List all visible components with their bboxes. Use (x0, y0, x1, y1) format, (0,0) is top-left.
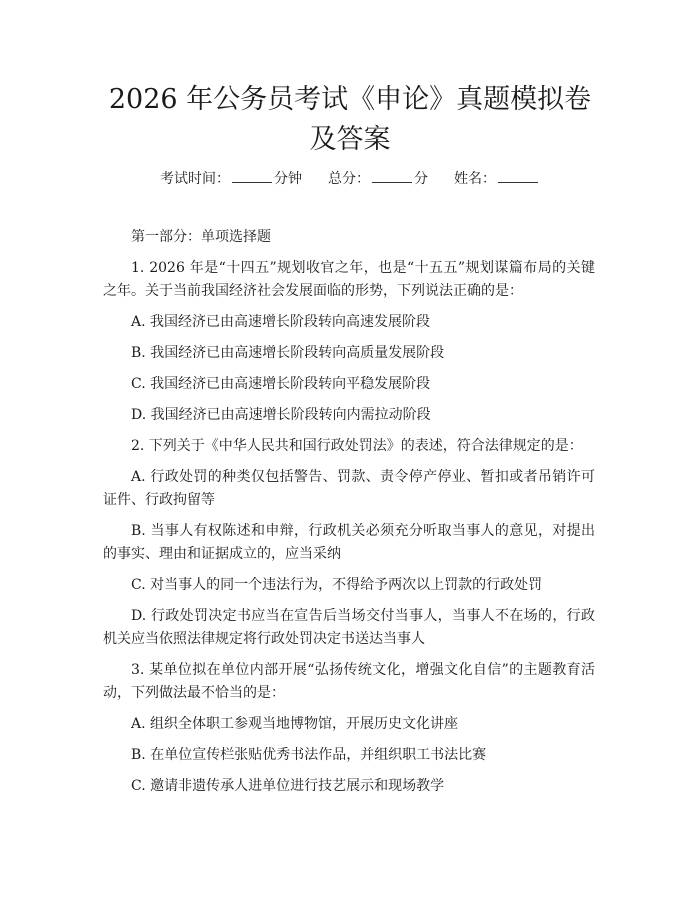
question-1-stem: 1. 2026 年是“十四五”规划收官之年，也是“十五五”规划谋篇布局的关键之年。关于当前我国经济社会发展面临的形势，下列说法正确的是： (103, 260, 595, 299)
question-3-stem: 3. 某单位拟在单位内部开展“弘扬传统文化，增强文化自信”的主题教育活动，下列做法最不恰当的是： (103, 662, 595, 701)
question-3-option-a: A. 组织全体职工参观当地博物馆，开展历史文化讲座 (131, 716, 459, 732)
exam-content (103, 226, 595, 806)
question-3-option-c: C. 邀请非遗传承人进单位进行技艺展示和现场教学 (131, 778, 445, 794)
exam-meta (0, 168, 700, 189)
exam-time-unit: 分钟 (274, 171, 302, 187)
question-2-option-b: B. 当事人有权陈述和申辩，行政机关必须充分听取当事人的意见，对提出的事实、理由和证据成立的，应当采纳 (103, 523, 595, 562)
question-2-option-c: C. 对当事人的同一个违法行为，不得给予两次以上罚款的行政处罚 (131, 577, 543, 593)
exam-time-blank (232, 168, 272, 183)
question-3-option-b: B. 在单位宣传栏张贴优秀书法作品，并组织职工书法比赛 (131, 747, 487, 763)
question-1-option-c: C. 我国经济已由高速增长阶段转向平稳发展阶段 (131, 376, 431, 392)
exam-time-label: 考试时间： (160, 171, 230, 187)
question-2-option-d: D. 行政处罚决定书应当在宣告后当场交付当事人，当事人不在场的，行政机关应当依照法律规定将行政处罚决定书送达当事人 (103, 608, 595, 647)
section-heading: 第一部分：单项选择题 (131, 229, 271, 245)
total-score-label: 总分： (328, 171, 370, 187)
question-1-option-b: B. 我国经济已由高速增长阶段转向高质量发展阶段 (131, 345, 445, 361)
question-1-option-d: D. 我国经济已由高速增长阶段转向内需拉动阶段 (131, 407, 431, 423)
name-blank (498, 168, 538, 183)
name-label: 姓名： (454, 171, 496, 187)
total-score-blank (372, 168, 412, 183)
question-2-option-a: A. 行政处罚的种类仅包括警告、罚款、责令停产停业、暂扣或者吊销许可证件、行政拘留等 (103, 469, 595, 508)
page-title: 2026 年公务员考试《申论》真题模拟卷及答案 (108, 84, 592, 155)
total-score-unit: 分 (414, 171, 428, 187)
question-1-option-a: A. 我国经济已由高速增长阶段转向高速发展阶段 (131, 314, 431, 330)
question-2-stem: 2. 下列关于《中华人民共和国行政处罚法》的表述，符合法律规定的是： (131, 438, 583, 454)
